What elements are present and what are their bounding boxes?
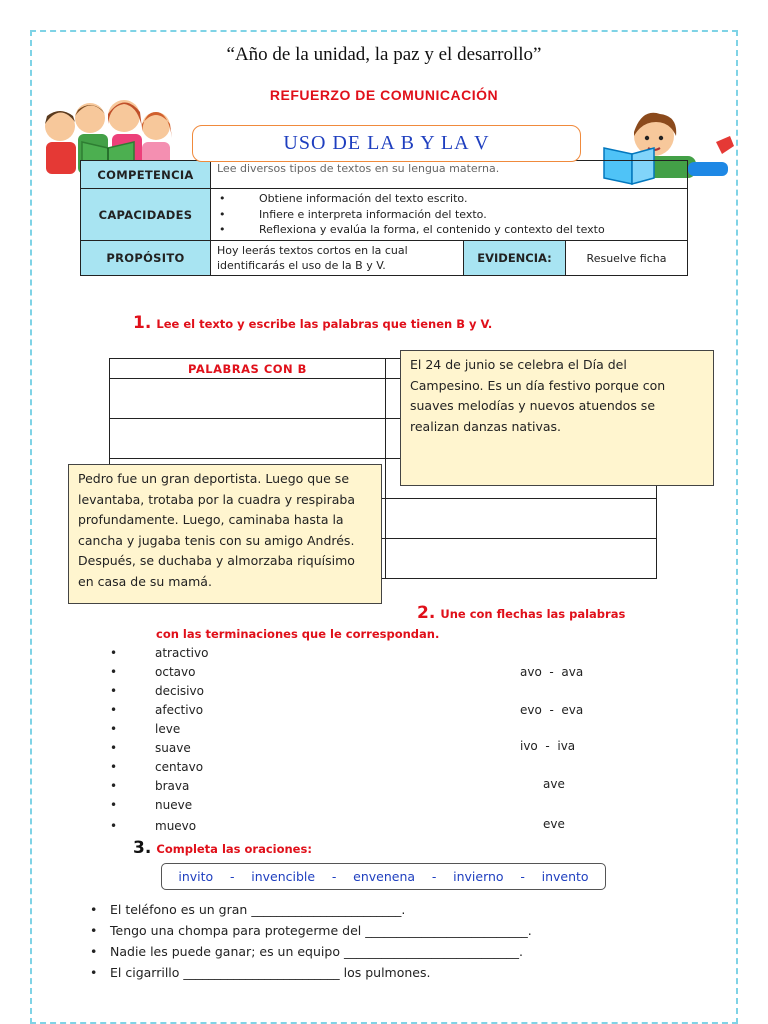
text-card-v: El 24 de junio se celebra el Día del Campesino. Es un día festivo porque con suaves melodías y nuevos atuendos se realizan danzas nativas. bbox=[400, 350, 714, 486]
word-item: • decisivo bbox=[110, 682, 610, 701]
word-item: • leve bbox=[110, 720, 610, 739]
sentence-item[interactable]: • Tengo una chompa para protegerme del __________________________. bbox=[90, 920, 650, 941]
ending-ivo-iva: ivo - iva bbox=[520, 739, 576, 753]
answer-cell-v[interactable] bbox=[386, 499, 657, 539]
bank-separator: - bbox=[229, 869, 235, 884]
capacidades-label: CAPACIDADES bbox=[81, 189, 211, 241]
word-item: • nueve bbox=[110, 796, 610, 815]
proposito-label: PROPÓSITO bbox=[81, 241, 211, 276]
ending-ave: ave bbox=[543, 777, 565, 791]
proposito-text: Hoy leerás textos cortos en la cual identificarás el uso de la B y V. bbox=[211, 241, 464, 276]
section2-number: 2. bbox=[417, 603, 436, 623]
word-item: • centavo bbox=[110, 758, 610, 777]
worksheet-subtitle: REFUERZO DE COMUNICACIÓN bbox=[269, 87, 499, 103]
competencia-text: Lee diversos tipos de textos en su lengua materna. bbox=[211, 161, 688, 189]
capacidad-item: • Reflexiona y evalúa la forma, el contenido y contexto del texto bbox=[211, 222, 687, 238]
bank-separator: - bbox=[331, 869, 337, 884]
evidencia-text: Resuelve ficha bbox=[566, 241, 688, 276]
section3-instruction: Completa las oraciones: bbox=[156, 842, 312, 856]
section1-number: 1. bbox=[133, 313, 152, 333]
info-table bbox=[80, 160, 688, 276]
word-item: • octavo bbox=[110, 663, 610, 682]
sentence-item[interactable]: • Nadie les puede ganar; es un equipo ____________________________. bbox=[90, 941, 650, 962]
section3-number: 3. bbox=[133, 838, 152, 858]
competencia-label: COMPETENCIA bbox=[81, 161, 211, 189]
topic-banner: USO DE LA B Y LA V bbox=[192, 125, 581, 162]
bank-separator: - bbox=[431, 869, 437, 884]
bank-word: invencible bbox=[251, 869, 316, 884]
ending-eve: eve bbox=[543, 817, 565, 831]
capacidad-item: • Infiere e interpreta información del texto. bbox=[211, 207, 687, 223]
section2-heading bbox=[417, 603, 625, 623]
bank-word: invierno bbox=[453, 869, 504, 884]
evidencia-label: EVIDENCIA: bbox=[464, 241, 566, 276]
section2-instruction-line1: Une con flechas las palabras bbox=[440, 607, 626, 621]
word-item: • suave bbox=[110, 739, 610, 758]
bank-word: invento bbox=[541, 869, 589, 884]
answer-cell-b[interactable] bbox=[110, 419, 386, 459]
answer-cell-v[interactable] bbox=[386, 539, 657, 579]
section2-instruction-line2: con las terminaciones que le correspondan. bbox=[156, 627, 440, 641]
sentence-item[interactable]: • El teléfono es un gran ________________________. bbox=[90, 899, 650, 920]
word-item: • atractivo bbox=[110, 644, 610, 663]
capacidades-cell bbox=[211, 189, 688, 241]
text-card-b: Pedro fue un gran deportista. Luego que se levantaba, trotaba por la cuadra y respiraba profundamente. Luego, caminaba hasta la cancha y jugaba tenis con su amigo Andrés. Después, se duchaba y almorzaba riquísimo en casa de su mamá. bbox=[68, 464, 382, 604]
bank-word: invito bbox=[178, 869, 214, 884]
word-item: • muevo bbox=[110, 817, 610, 836]
column-b-header: PALABRAS CON B bbox=[110, 359, 386, 379]
word-item: • afectivo bbox=[110, 701, 610, 720]
bank-separator: - bbox=[520, 869, 525, 884]
capacidades-list bbox=[211, 191, 687, 238]
sentence-item[interactable]: • El cigarrillo _________________________ los pulmones. bbox=[90, 962, 650, 983]
capacidad-item: • Obtiene información del texto escrito. bbox=[211, 191, 687, 207]
answer-cell-b[interactable] bbox=[110, 379, 386, 419]
bank-word: envenena bbox=[353, 869, 416, 884]
word-item: • brava bbox=[110, 777, 610, 796]
section1-instruction: Lee el texto y escribe las palabras que tienen B y V. bbox=[156, 317, 493, 331]
section3-heading bbox=[133, 838, 312, 858]
ending-avo-ava: avo - ava bbox=[520, 665, 584, 679]
word-bank bbox=[161, 863, 606, 890]
section1-heading bbox=[133, 313, 492, 333]
sentences-list bbox=[90, 899, 650, 983]
year-title: “Año de la unidad, la paz y el desarrollo” bbox=[226, 44, 542, 65]
ending-evo-eva: evo - eva bbox=[520, 703, 584, 717]
